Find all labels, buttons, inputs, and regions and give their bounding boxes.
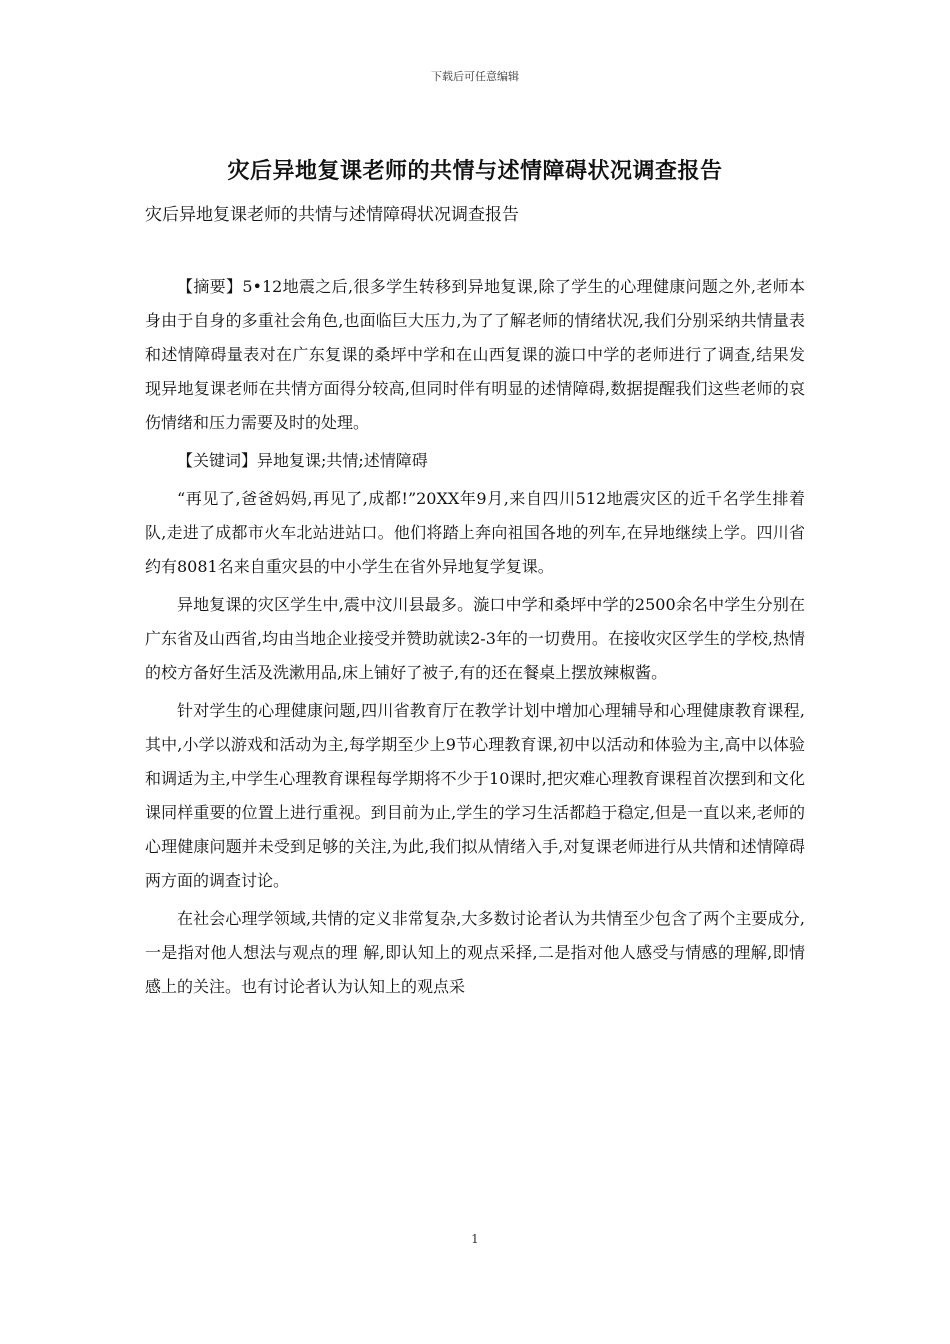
body-paragraph: “再见了,爸爸妈妈,再见了,成都!”20XX年9月,来自四川512地震灾区的近千名学生排着队,走进了成都市火车北站进站口。他们将踏上奔向祖国各地的列车,在异地继续上学。四川省约有8081名来自重灾县的中小学生在省外异地复学复课。 xyxy=(145,489,805,576)
page-number: 1 xyxy=(471,1232,479,1246)
keywords-paragraph: 【关键词】异地复课;共情;述情障碍 xyxy=(177,451,428,470)
abstract-paragraph: 【摘要】5•12地震之后,很多学生转移到异地复课,除了学生的心理健康问题之外,老师本身由于自身的多重社会角色,也面临巨大压力,为了了解老师的情绪状况,我们分别采纳共情量表和述情障碍量表对在广东复课的桑坪中学和在山西复课的漩口中学的老师进行了调查,结果发现异地复课老师在共情方面得分较高,但同时伴有明显的述情障碍,数据提醒我们这些老师的哀伤情绪和压力需要及时的处理。 xyxy=(145,277,805,432)
header-note: 下载后可任意编辑 xyxy=(431,70,519,83)
body-paragraph: 在社会心理学领域,共情的定义非常复杂,大多数讨论者认为共情至少包含了两个主要成分,一是指对他人想法与观点的理 解,即认知上的观点采择,二是指对他人感受与情感的理解,即情感上的关注。也有讨论者认为认知上的观点采 xyxy=(145,909,805,996)
body-paragraph: 针对学生的心理健康问题,四川省教育厅在教学计划中增加心理辅导和心理健康教育课程,其中,小学以游戏和活动为主,每学期至少上9节心理教育课,初中以活动和体验为主,高中以体验和调适为主,中学生心理教育课程每学期将不少于10课时,把灾难心理教育课程首次摆到和文化课同样重要的位置上进行重视。到目前为止,学生的学习生活都趋于稳定,但是一直以来,老师的心理健康问题并未受到足够的关注,为此,我们拟从情绪入手,对复课老师进行从共情和述情障碍两方面的调查讨论。 xyxy=(145,701,805,890)
document-subtitle: 灾后异地复课老师的共情与述情障碍状况调查报告 xyxy=(145,205,519,225)
document-title: 灾后异地复课老师的共情与述情障碍状况调查报告 xyxy=(227,158,723,184)
document-body xyxy=(145,270,805,1008)
body-paragraph: 异地复课的灾区学生中,震中汶川县最多。漩口中学和桑坪中学的2500余名中学生分别在广东省及山西省,均由当地企业接受并赞助就读2-3年的一切费用。在接收灾区学生的学校,热情的校方备好生活及洗漱用品,床上铺好了被子,有的还在餐桌上摆放辣椒酱。 xyxy=(145,595,805,682)
